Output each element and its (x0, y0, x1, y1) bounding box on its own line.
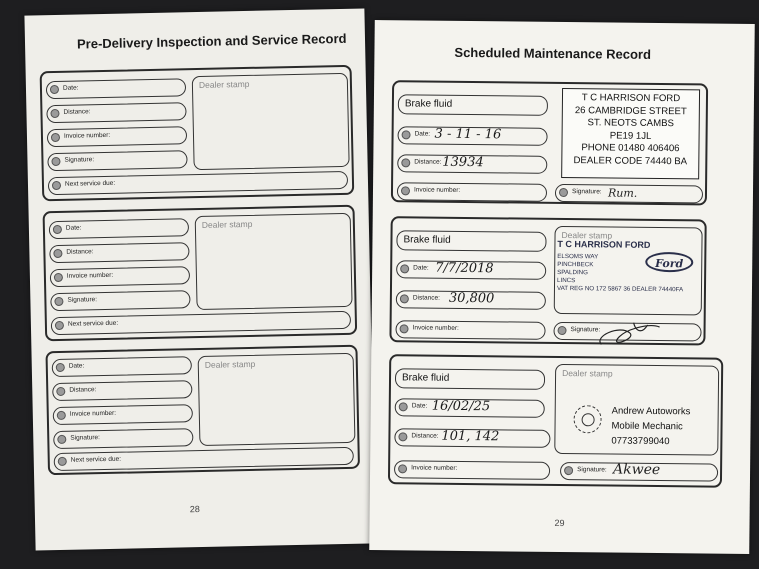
dealer-name: T C HARRISON FORD (557, 238, 651, 250)
radio-icon (400, 264, 409, 273)
invoice-number-field[interactable]: Invoice number: (53, 404, 193, 425)
signature-field[interactable]: Signature: (47, 150, 187, 171)
next-service-field[interactable]: Next service due: (54, 447, 354, 471)
radio-icon (51, 157, 60, 166)
radio-icon (54, 273, 63, 282)
signature-field[interactable]: Signature: (53, 428, 193, 449)
dealer-stamp-area: Dealer stamp Andrew Autoworks Mobile Mechanic 07733799040 (554, 364, 719, 456)
distance-field[interactable]: Distance: (46, 102, 186, 123)
left-page (24, 8, 375, 550)
invoice-number-field[interactable]: Invoice number: (397, 182, 547, 202)
date-field[interactable]: Date: (49, 218, 189, 239)
service-record-card (43, 205, 358, 342)
radio-icon (50, 109, 59, 118)
radio-icon (559, 188, 568, 197)
maintenance-record-card (391, 80, 708, 205)
radio-icon (50, 85, 59, 94)
signature-field[interactable]: Signature: (553, 322, 701, 342)
signature-field[interactable]: Signature: Rum. (555, 184, 703, 204)
service-type-field: Brake fluid (395, 368, 545, 390)
signature-field[interactable]: Signature: (50, 290, 190, 311)
invoice-number-field[interactable]: Invoice number: (50, 266, 190, 287)
date-value: 3 - 11 - 16 (434, 126, 502, 143)
radio-icon (564, 466, 573, 475)
radio-icon (54, 297, 63, 306)
radio-icon (55, 321, 64, 330)
invoice-number-field[interactable]: Invoice number: (395, 320, 545, 340)
maintenance-record-card (389, 216, 706, 345)
next-service-field[interactable]: Next service due: (51, 311, 351, 335)
radio-icon (400, 324, 409, 333)
radio-icon (53, 225, 62, 234)
distance-field[interactable]: Distance: 30,800 (396, 290, 546, 310)
invoice-number-field[interactable]: Invoice number: (394, 460, 550, 480)
page-number: 28 (189, 504, 200, 515)
radio-icon (58, 457, 67, 466)
maintenance-record-card (388, 354, 723, 487)
invoice-number-field[interactable]: Invoice number: (47, 126, 187, 147)
dealer-stamp: T C HARRISON FORD 26 CAMBRIDGE STREET ST. NEOTS CAMBS PE19 1JL PHONE 01480 406406 DEALER CODE 74440 BA (561, 88, 700, 179)
radio-icon (57, 435, 66, 444)
signature-field[interactable]: Signature: Akwee (560, 462, 718, 482)
distance-field[interactable]: Distance: 101, 142 (394, 428, 550, 448)
distance-field[interactable]: Distance: (49, 242, 189, 263)
ford-logo-icon: Ford (645, 252, 693, 273)
service-type-field: Brake fluid (396, 230, 546, 252)
dealer-stamp-area: Dealer stamp (195, 213, 353, 310)
distance-value: 101, 142 (441, 428, 500, 445)
date-field[interactable]: Date: (52, 356, 192, 377)
signature-value: Akwee (613, 461, 661, 479)
radio-icon (557, 326, 566, 335)
date-value: 16/02/25 (431, 398, 491, 415)
handwritten-signature (589, 316, 669, 353)
wrench-gear-icon (573, 405, 601, 433)
distance-field[interactable]: Distance: (52, 380, 192, 401)
radio-icon (401, 158, 410, 167)
service-type-field: Brake fluid (398, 94, 548, 116)
dealer-details: Andrew Autoworks Mobile Mechanic 07733799040 (611, 405, 691, 448)
next-service-field[interactable]: Next service due: (48, 171, 348, 195)
radio-icon (402, 130, 411, 139)
radio-icon (51, 133, 60, 142)
radio-icon (57, 411, 66, 420)
service-record-card (40, 65, 355, 202)
distance-value: 30,800 (448, 290, 495, 307)
distance-field[interactable]: Distance: 13934 (397, 154, 547, 174)
radio-icon (56, 387, 65, 396)
radio-icon (398, 464, 407, 473)
page-title: Pre-Delivery Inspection and Service Record (76, 30, 347, 52)
page-title: Scheduled Maintenance Record (454, 44, 652, 62)
dealer-stamp-area: Dealer stamp (198, 353, 356, 446)
signature-value: Rum. (607, 186, 638, 200)
radio-icon (53, 249, 62, 258)
date-value: 7/7/2018 (435, 260, 494, 277)
dealer-address: ELSOMS WAY PINCHBECK SPALDING LINCS VAT REG NO 172 5867 36 DEALER 74440FA (556, 252, 684, 294)
date-field[interactable]: Date: (46, 78, 186, 99)
date-field[interactable]: Date: 3 - 11 - 16 (397, 126, 547, 146)
radio-icon (400, 294, 409, 303)
date-field[interactable]: Date: 7/7/2018 (396, 260, 546, 280)
date-field[interactable]: Date: 16/02/25 (395, 398, 545, 418)
right-page (369, 20, 755, 554)
radio-icon (398, 432, 407, 441)
dealer-stamp-area: Dealer stamp T C HARRISON FORD ELSOMS WAY PINCHBECK SPALDING LINCS VAT REG NO 172 5867 36 DEALER 74440FA Ford (554, 226, 703, 316)
radio-icon (56, 363, 65, 372)
service-record-card (45, 345, 360, 476)
radio-icon (399, 402, 408, 411)
radio-icon (401, 186, 410, 195)
radio-icon (52, 181, 61, 190)
distance-value: 13934 (442, 154, 484, 171)
dealer-stamp-area: Dealer stamp (192, 73, 350, 170)
page-number: 29 (554, 517, 565, 529)
